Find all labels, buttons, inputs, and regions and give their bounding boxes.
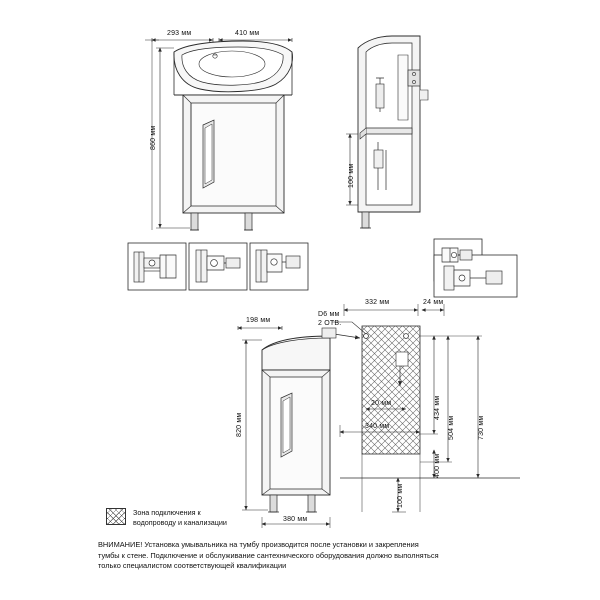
legend-line-2: водопроводу и канализации	[133, 517, 227, 527]
dim-h-504: 504 мм	[448, 415, 455, 440]
warning-line-1: ВНИМАНИЕ! Установка умывальника на тумбу производится после установки и закрепления	[98, 540, 419, 549]
dim-height-820: 820 мм	[236, 412, 243, 437]
dim-width-380: 380 мм	[283, 516, 308, 523]
dim-hole-count: 2 ОТВ.	[318, 320, 342, 327]
dim-w-24: 24 мм	[423, 299, 444, 306]
dim-depth-293: 293 мм	[167, 30, 192, 37]
dim-h-730: 730 мм	[478, 415, 485, 440]
dim-w-20: 20 мм	[371, 400, 392, 407]
dim-h-400: 400 мм	[434, 453, 441, 478]
legend	[106, 508, 227, 527]
dim-w-340: 340 мм	[365, 423, 390, 430]
dim-hole-diameter: D6 мм	[318, 311, 340, 318]
dim-width-410: 410 мм	[235, 30, 260, 37]
legend-line-1: Зона подключения к	[133, 508, 201, 517]
warning-line-2: тумбы к стене. Подключение и обслуживание сантехнического оборудования должно выполняться	[98, 550, 439, 560]
dim-w-332: 332 мм	[365, 299, 390, 306]
warning-note	[98, 540, 518, 572]
hatched-zone-swatch	[106, 508, 126, 525]
dim-h-100: 100 мм	[397, 483, 404, 508]
dim-h-434: 434 мм	[434, 395, 441, 420]
warning-line-3: только специалистом соответствующей квалификации	[98, 561, 287, 570]
dim-height-860: 860 мм	[150, 125, 157, 150]
dim-depth-198: 198 мм	[246, 317, 271, 324]
dim-shelf-100: 100 мм	[348, 163, 355, 188]
